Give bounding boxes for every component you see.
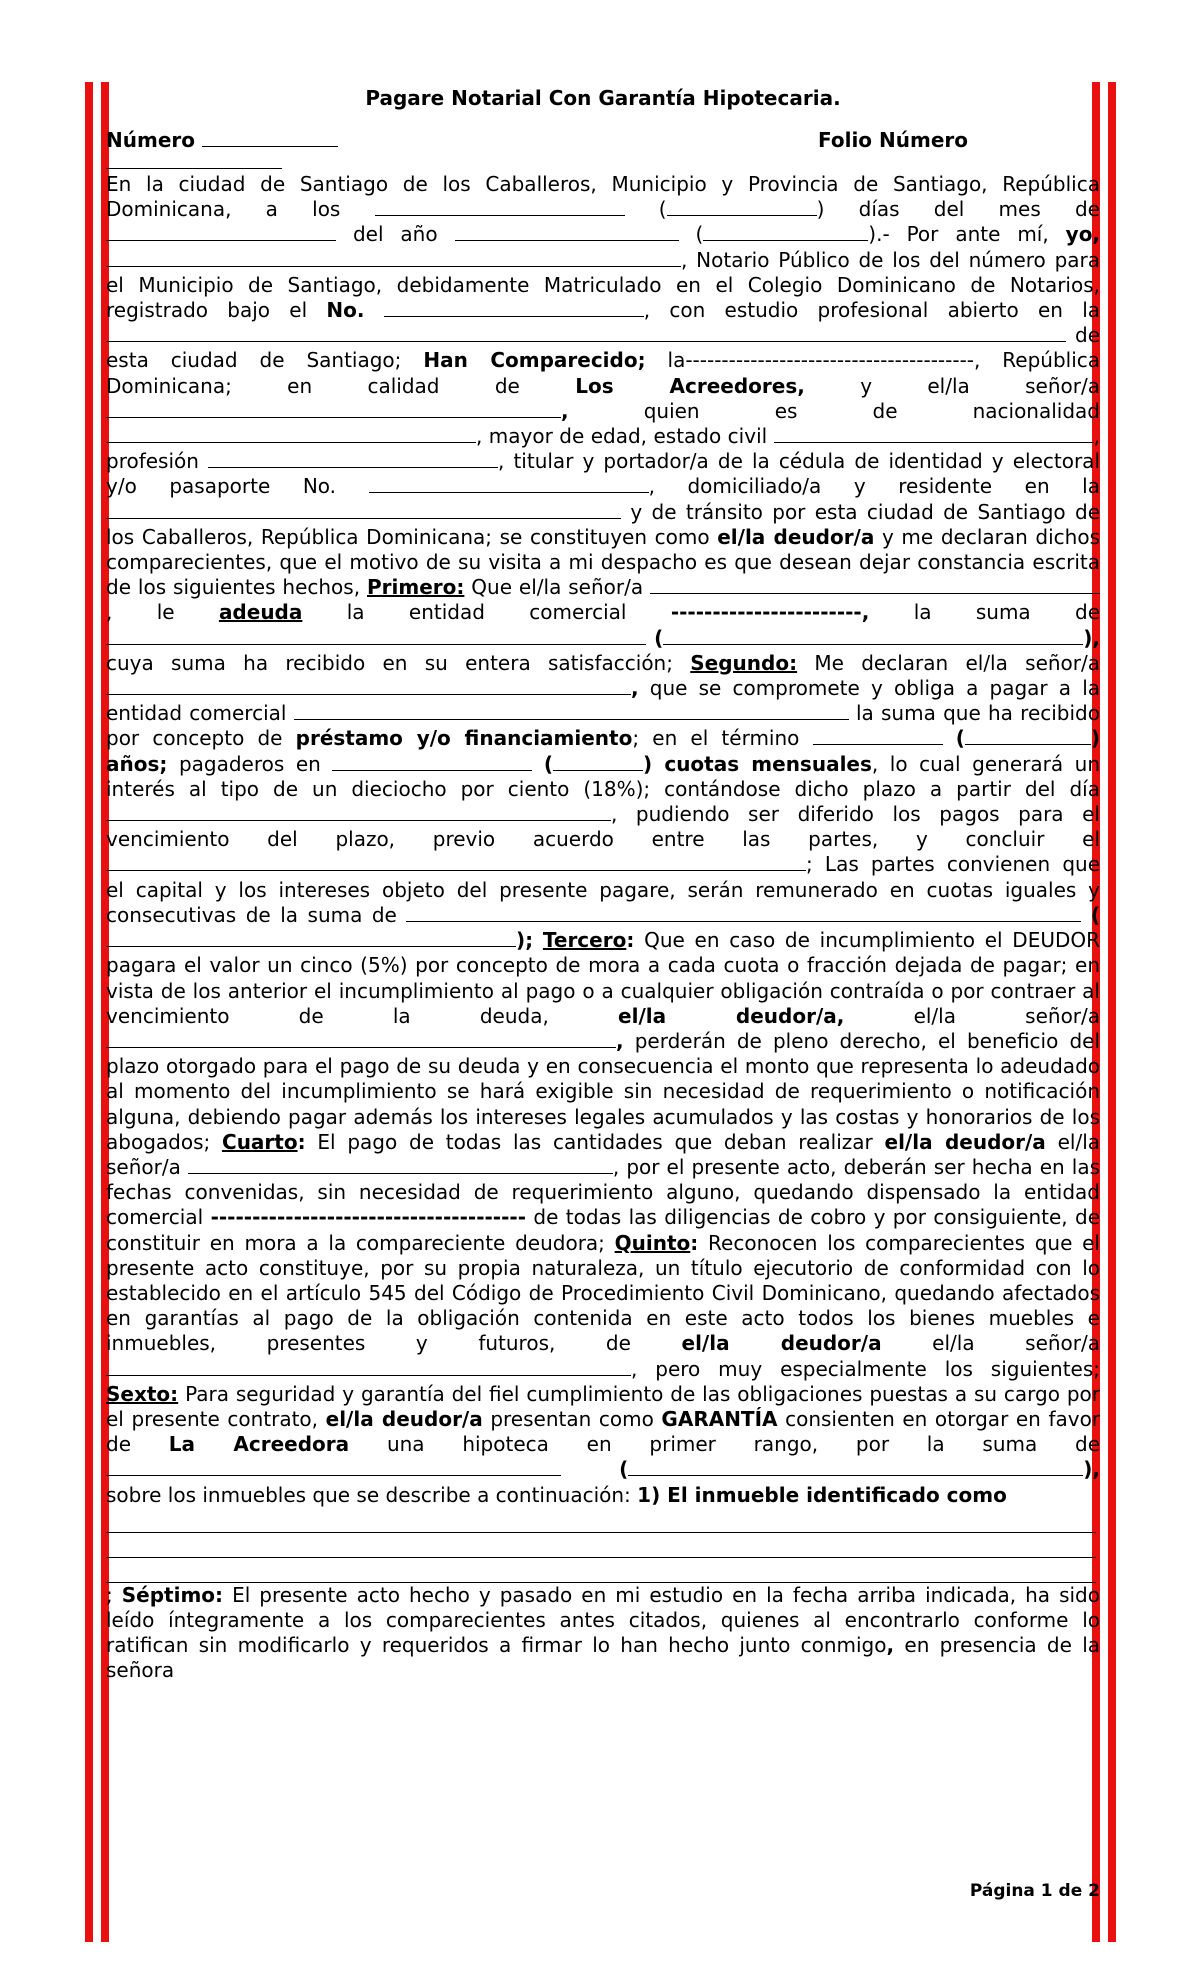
blank-field [188,1156,613,1174]
blank-field [106,223,336,241]
body-text-bold: ); [516,928,534,953]
body-text: , le [106,600,175,625]
body-text-bold: : [626,928,635,953]
body-text: en presencia de la señora [106,1633,1101,1683]
blank-field [106,853,806,871]
body-text: que se compromete y obliga a pagar a la entidad comercial [106,676,1101,726]
body-text: el/la señor/a [913,1003,1101,1028]
clause-heading-segundo: Segundo: [690,650,798,675]
blank-field [106,249,681,267]
body-text: cuya suma ha recibido en su entera satisfacción; [106,650,673,675]
body-text: , pudiendo ser diferido los pagos para el vencimiento del plazo, previo acuerdo entre las partes, y concluir el [106,802,1100,852]
clause-heading-cuarto: Cuarto [222,1129,298,1154]
blank-field [332,753,532,771]
numero-label: Número [106,128,195,152]
body-text-bold: ( [1090,902,1100,927]
body-text: El presente acto hecho y pasado en mi estudio en la fecha arriba indicada, ha sido leído íntegramente a los comparecientes antes citados, quienes al encontrarlo conforme lo ratifican sin modificarlo y requeridos a firmar lo han hecho junto conmigo [106,1582,1100,1658]
blank-field [553,753,643,771]
body-text: , profesión [106,424,1100,474]
body-text-bold: ) años; [106,726,1101,776]
document-body [106,172,1100,1684]
body-text-bold: el/la deudor/a [884,1129,1046,1154]
property-description-line-2 [106,1533,1096,1558]
body-text-bold: ), [1083,1457,1100,1482]
blank-field [106,803,611,821]
blank-field [455,223,679,241]
blank-field [106,1458,561,1476]
body-text: del año [352,222,438,247]
body-text: Me declaran el/la señor/a [814,650,1100,675]
body-text: ( [658,197,667,222]
right-border-bar-outer [1108,82,1116,1942]
body-text: el/la señor/a [932,1331,1101,1356]
blank-field [106,1030,616,1048]
body-text-bold: ( [955,726,965,751]
blank-field [813,727,943,745]
body-text: , lo cual generará un interés al tipo de un dieciocho por ciento (18%); contándose dicho plazo a partir del día [106,751,1100,801]
page-number: Página 1 de 2 [969,1881,1100,1901]
body-text-bold: el/la deudor/a, [618,1003,845,1028]
body-text: sobre los inmuebles que se describe a continuación: [106,1482,631,1507]
body-text: presentan como [490,1406,654,1431]
body-text: y el/la señor/a [860,373,1100,398]
blank-field [375,198,625,216]
body-text: la----------------------------------------, República Dominicana; en calidad de [106,348,1101,398]
body-paragraph [106,1583,1100,1684]
property-description-line-1 [106,1508,1096,1533]
body-text-bold: préstamo y/o financiamiento [295,726,633,751]
left-border-bar-outer [85,82,93,1942]
number-row [106,128,1100,158]
body-text: quien es de nacionalidad [643,398,1100,423]
blank-field [650,576,1100,594]
body-text: En la ciudad de Santiago de los Caballeros, Municipio y Provincia de Santiago, República Dominicana, a los [106,172,1100,222]
numero-field [106,128,338,152]
body-text: pagaderos en [178,751,321,776]
body-text-bold: : [690,1230,699,1255]
body-text: de todas las diligencias de cobro y por consiguiente, de constituir en mora a la compareciente deudora; [106,1205,1101,1255]
body-text: Para seguridad y garantía del fiel cumplimiento de las obligaciones puestas a su cargo por el presente contrato, [106,1381,1101,1431]
body-text: ( [695,222,704,247]
body-text: , domiciliado/a y residente en la [648,474,1100,499]
body-text: Que el/la señor/a [471,575,644,600]
body-text: la entidad comercial [346,600,627,625]
body-text: y de tránsito por esta ciudad de Santiago de los Caballeros, República Dominicana; se constituyen como [106,499,1101,549]
body-text: , titular y portador/a de la cédula de identidad y electoral y/o pasaporte No. [106,449,1100,499]
body-text: , con estudio profesional abierto en la [643,298,1101,323]
body-text: Que en caso de incumplimiento el DEUDOR pagara el valor un cinco (5%) por concepto de mora a cada cuota o fracción dejada de pagar; en vista de los anterior el incumplimiento al pago o a cualquier obligación contraída o por contraer al vencimiento de la deuda, [106,928,1101,1028]
body-text-bold: Los Acreedores, [575,373,805,398]
body-text-bold: GARANTÍA [661,1406,778,1431]
clause-heading-quinto: Quinto [614,1230,691,1255]
body-paragraph [106,172,1100,1508]
body-text: la suma de [913,600,1101,625]
body-text: Reconocen los comparecientes que el presente acto constituye, por su propia naturaleza, un título ejecutorio de conformidad con lo establecido en el artículo 545 del Código de Procedimiento Civil Dominicano, quedando afectados en garantías al pago de la obligación contenida en este acto todos los bienes muebles e inmuebles, presentes y futuros, de [106,1230,1100,1356]
body-text-bold: -------------------------------------- [210,1205,526,1230]
blank-field [667,198,817,216]
body-text: , Notario Público de los del número para el Municipio de Santiago, debidamente Matriculado en el Colegio Dominicano de Notarios, registrado bajo el [106,247,1100,323]
blank-field [406,904,1081,922]
blank-field [663,627,1083,645]
body-text-bold: el/la deudor/a [717,524,875,549]
body-text-bold: , [561,398,569,423]
body-text-bold: No. [326,298,365,323]
blank-field [106,929,516,947]
body-text: de esta ciudad de Santiago; [106,323,1100,373]
body-text: , pero muy especialmente los siguientes; [631,1356,1100,1381]
body-text: la suma que ha recibido por concepto de [106,701,1100,751]
folio-blank-line [106,158,282,169]
body-text: consienten en otorgar en favor de [106,1406,1101,1457]
blank-field [106,1358,631,1376]
document-title: Pagare Notarial Con Garantía Hipotecaria. [365,86,841,110]
body-text-bold: , [631,676,639,701]
blank-field [294,702,849,720]
body-text-bold: ( [543,751,554,776]
clause-heading-primero: Primero: [366,575,465,600]
clause-heading-septimo: Séptimo: [121,1582,224,1607]
body-text-bold: , [616,1028,624,1053]
blank-field [106,677,631,695]
body-text: , por el presente acto, deberán ser hecha en las fechas convenidas, sin necesidad de requerimiento alguno, quedando dispensado la entidad comercial [106,1154,1100,1230]
body-text: ) días del mes de [816,197,1100,222]
body-text: El pago de todas las cantidades que deban realizar [317,1129,873,1154]
body-text: , mayor de edad, estado civil [476,424,768,449]
blank-field [384,299,644,317]
blank-field [106,627,646,645]
body-text-bold: -----------------------, [670,600,870,625]
body-text-bold: La Acreedora [168,1432,350,1457]
body-text: ; [106,1582,113,1607]
blank-field [208,450,498,468]
document-page [106,80,1100,1684]
property-description-line-3 [106,1558,1096,1583]
blank-field [628,1458,1083,1476]
blank-field [703,223,868,241]
clause-heading-tercero: Tercero [542,928,627,953]
blank-field [106,400,561,418]
body-text: ).- Por ante mí, [868,222,1049,247]
blank-field [369,475,649,493]
blank-field [202,129,338,147]
body-text-bold: : [297,1129,306,1154]
body-text-bold-underlined: adeuda [218,600,303,625]
body-text-bold: Han Comparecido; [423,348,646,373]
body-text-bold: ( [654,625,664,650]
clause-heading-sexto: Sexto: [106,1381,179,1406]
body-text: una hipoteca en primer rango, por la suma de [386,1432,1101,1457]
body-text-bold: el/la deudor/a [681,1331,882,1356]
body-text: ; en el término [632,726,800,751]
body-text-bold: ) cuotas mensuales [643,751,872,776]
body-text: ; Las partes convienen que el capital y los intereses objeto del presente pagare, serán remunerado en cuotas iguales y consecutivas de la suma de [106,852,1100,927]
body-text: el/la señor/a [106,1129,1101,1179]
body-text-bold: , [886,1633,895,1658]
blank-field [106,501,621,519]
body-text-bold: 1) El inmueble identificado como [637,1482,1007,1507]
body-text: perderán de pleno derecho, el beneficio del plazo otorgado para el pago de su deuda y en consecuencia el monto que representa lo adeudado al momento del incumplimiento se hará exigible sin necesidad de requerimiento o notificación alguna, debiendo pagar además los intereses legales acumulados y las costas y honorarios de los abogados; [106,1028,1100,1154]
blank-field [965,727,1091,745]
body-text-bold: yo, [1065,222,1101,247]
folio-label: Folio Número [818,128,968,152]
blank-field [106,324,1066,342]
blank-field [106,425,476,443]
body-text: y me declaran dichos comparecientes, que el motivo de su visita a mi despacho es que desean dejar constancia escrita de los siguientes hechos, [106,524,1100,600]
body-text-bold: ), [1083,625,1100,650]
blank-field [774,425,1094,443]
body-text-bold: el/la deudor/a [325,1406,483,1431]
body-text-bold: ( [619,1457,629,1482]
